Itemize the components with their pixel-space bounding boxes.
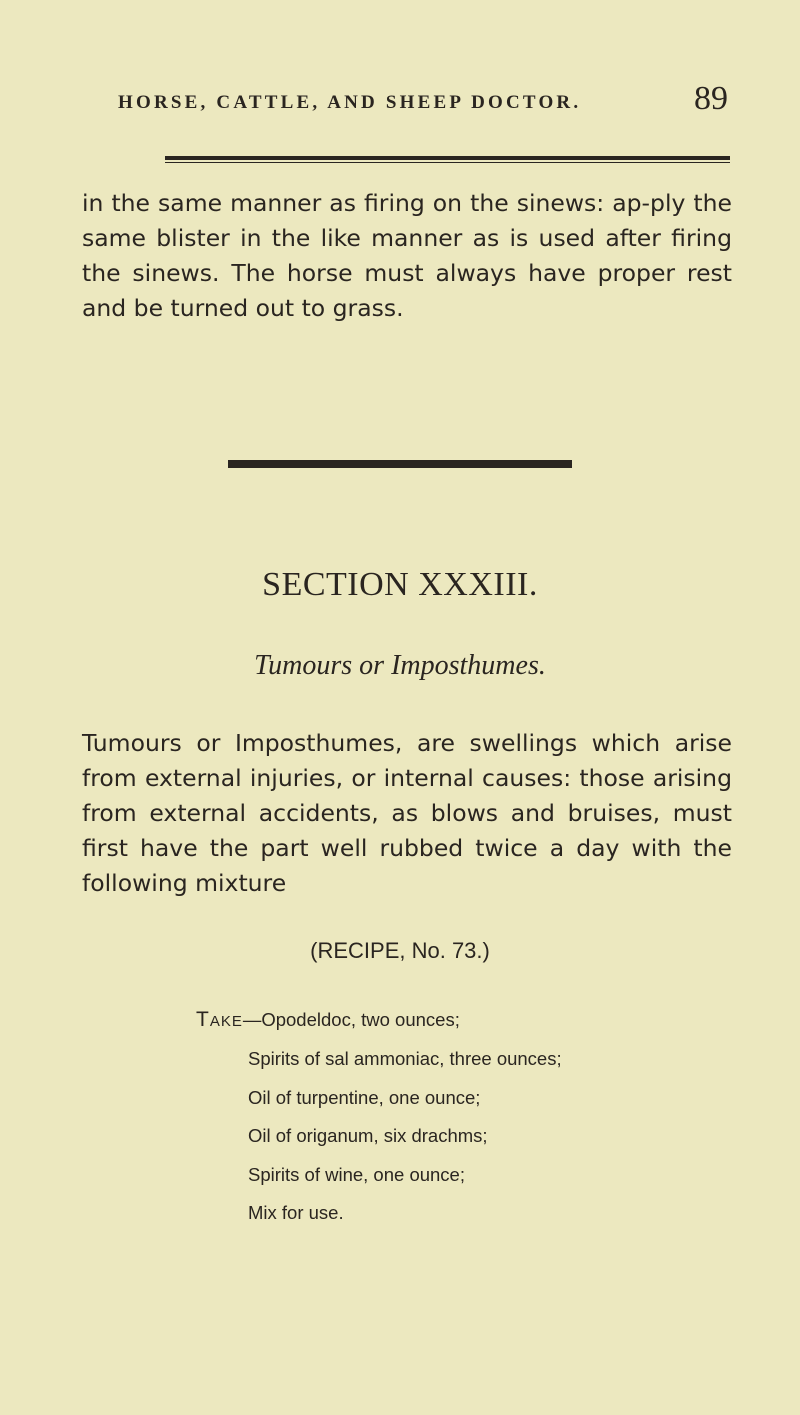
section-subtitle: Tumours or Imposthumes. — [254, 650, 546, 681]
recipe-ingredient: Oil of origanum, six drachms; — [248, 1125, 488, 1146]
recipe-ingredient: Oil of turpentine, one ounce; — [248, 1086, 481, 1108]
recipe-heading: (RECIPE, No. 73.) — [310, 938, 490, 963]
paragraph-firing: in the same manner as firing on the sinews: ap-ply the same blister in the like manner as is used after firing the sinews. The horse must always have proper rest and be turned out to grass. — [82, 189, 732, 322]
recipe-ingredient-list — [248, 1048, 562, 1241]
recipe-ingredient: —Opodeldoc, two ounces; — [242, 1009, 460, 1030]
recipe-take-label: Take — [196, 1008, 243, 1031]
paragraph-tumours: Tumours or Imposthumes, are swellings which arise from external injuries, or internal causes: those arising from external accidents, as blows and bruises, must first have the part well rubbed twice a day with the following mixture — [82, 729, 732, 897]
recipe-ingredient: Spirits of sal ammoniac, three ounces; — [248, 1048, 562, 1069]
recipe-first-line — [196, 1008, 460, 1032]
recipe-instruction: Mix for use. — [248, 1202, 344, 1223]
section-title: SECTION XXXIII. — [262, 566, 538, 603]
recipe-ingredient: Spirits of wine, one ounce; — [248, 1163, 465, 1185]
page-number: 89 — [694, 80, 728, 117]
header-rule — [165, 156, 730, 163]
running-head — [118, 78, 728, 122]
running-title: HORSE, CATTLE, AND SHEEP DOCTOR. — [118, 92, 582, 113]
section-divider-rule — [228, 460, 572, 468]
